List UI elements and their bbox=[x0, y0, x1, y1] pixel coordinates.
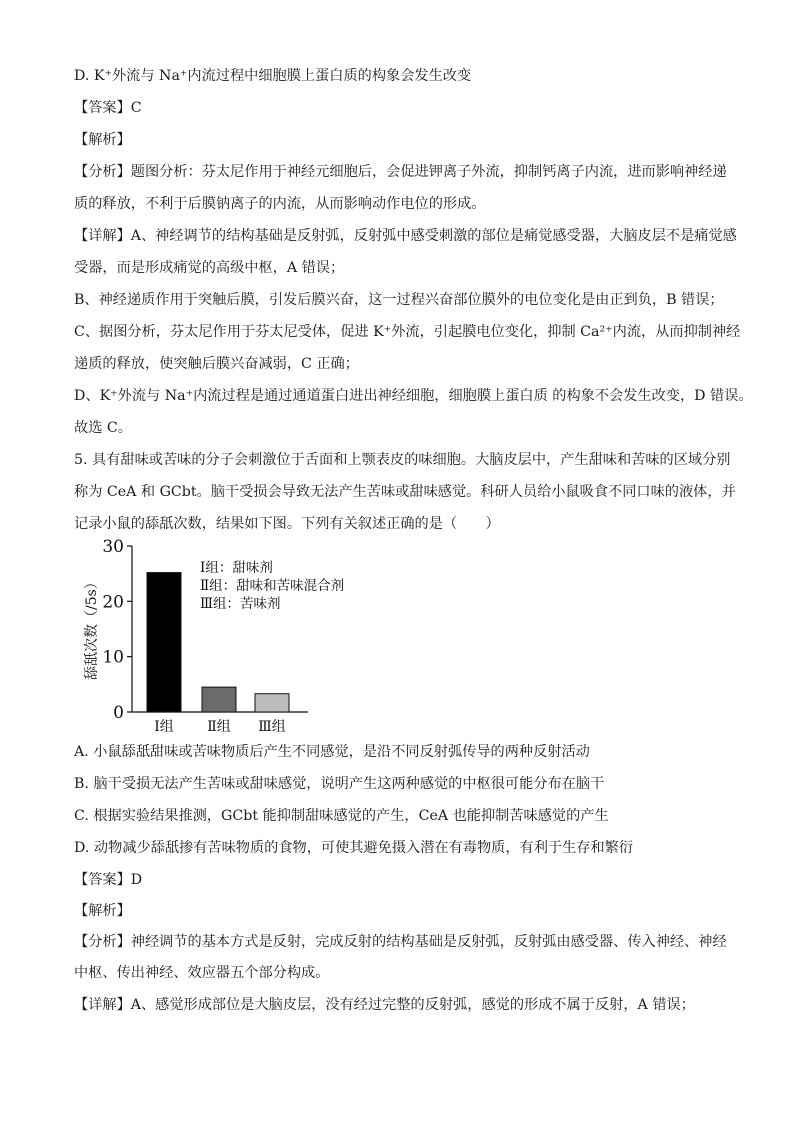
text-line: 递质的释放，使突触后膜兴奋减弱，C 正确； bbox=[74, 356, 359, 372]
legend-entry: Ⅱ组：甜味和苦味混合剂 bbox=[200, 578, 345, 594]
y-axis-title: 舔舐次数（/5s） bbox=[84, 575, 100, 680]
text-line: 受器，而是形成痛觉的高级中枢，A 错误； bbox=[74, 260, 345, 276]
question-stem: 称为 CeA 和 GCbt。脑干受损会导致无法产生苦味或甜味感觉。科研人员给小鼠吸食不同口味的液体，并 bbox=[74, 484, 736, 500]
answer-label: 【答案】D bbox=[74, 872, 143, 888]
legend-entry: Ⅲ组：苦味剂 bbox=[200, 596, 281, 612]
legend-entry: Ⅰ组：甜味剂 bbox=[200, 560, 273, 576]
option-b: B. 脑干受损无法产生苦味或甜味感觉，说明产生这两种感觉的中枢很可能分布在脑干 bbox=[74, 776, 605, 792]
option-c: C. 根据实验结果推测，GCbt 能抑制甜味感觉的产生，CeA 也能抑制苦味感觉的产生 bbox=[74, 808, 609, 824]
lick-count-bar-chart bbox=[80, 532, 400, 742]
text-line: 质的释放，不利于后膜钠离子的内流，从而影响动作电位的形成。 bbox=[74, 196, 486, 212]
option-d: D. 动物减少舔舐掺有苦味物质的食物，可使其避免摄入潜在有毒物质，有利于生存和繁衍 bbox=[74, 840, 634, 856]
option-a: A. 小鼠舔舐甜味或苦味物质后产生不同感觉，是沿不同反射弧传导的两种反射活动 bbox=[74, 744, 590, 760]
x-tick-label: Ⅲ组 bbox=[258, 719, 286, 735]
text-line: 中枢、传出神经、效应器五个部分构成。 bbox=[74, 965, 330, 981]
x-tick-label: Ⅰ组 bbox=[154, 719, 174, 735]
text-line: D. K⁺外流与 Na⁺内流过程中细胞膜上蛋白质的构象会发生改变 bbox=[74, 68, 472, 84]
text-line: 【分析】神经调节的基本方式是反射，完成反射的结构基础是反射弧，反射弧由感受器、传入神经、神经 bbox=[74, 934, 727, 950]
text-line: D、K⁺外流与 Na⁺内流过程是通过通道蛋白进出神经细胞，细胞膜上蛋白质 的构象不会发生改变，D 错误。 bbox=[74, 388, 753, 404]
question-stem: 记录小鼠的舔舐次数，结果如下图。下列有关叙述正确的是（ ） bbox=[74, 516, 500, 532]
bar bbox=[147, 573, 181, 712]
text-line: 【详解】A、神经调节的结构基础是反射弧，反射弧中感受刺激的部位是痛觉感受器，大脑皮层不是痛觉感 bbox=[74, 228, 737, 244]
text-line: 【详解】A、感觉形成部位是大脑皮层，没有经过完整的反射弧，感觉的形成不属于反射，A 错误； bbox=[74, 997, 695, 1013]
text-line: 故选 C。 bbox=[74, 420, 132, 436]
text-line: C、据图分析，芬太尼作用于芬太尼受体，促进 K⁺外流，引起膜电位变化，抑制 Ca²⁺内流，从而抑制神经 bbox=[74, 324, 741, 340]
x-tick-label: Ⅱ组 bbox=[207, 719, 231, 735]
analysis-heading: 【解析】 bbox=[74, 903, 131, 919]
bar bbox=[202, 687, 236, 712]
bar bbox=[255, 694, 289, 712]
text-line: B、神经递质作用于突触后膜，引发后膜兴奋，这一过程兴奋部位膜外的电位变化是由正到负，B 错误； bbox=[74, 292, 724, 308]
answer-label: 【答案】C bbox=[74, 100, 142, 116]
analysis-heading: 【解析】 bbox=[74, 132, 131, 148]
question-stem: 5. 具有甜味或苦味的分子会刺激位于舌面和上颚表皮的味细胞。大脑皮层中，产生甜味和苦味的区域分别 bbox=[74, 452, 731, 468]
y-tick-label: 20 bbox=[102, 592, 124, 613]
text-line: 【分析】题图分析：芬太尼作用于神经元细胞后，会促进钾离子外流，抑制钙离子内流，进而影响神经递 bbox=[74, 164, 727, 180]
y-tick-label: 10 bbox=[102, 647, 124, 668]
y-tick-label: 0 bbox=[113, 703, 124, 723]
y-tick-label: 30 bbox=[102, 537, 124, 557]
